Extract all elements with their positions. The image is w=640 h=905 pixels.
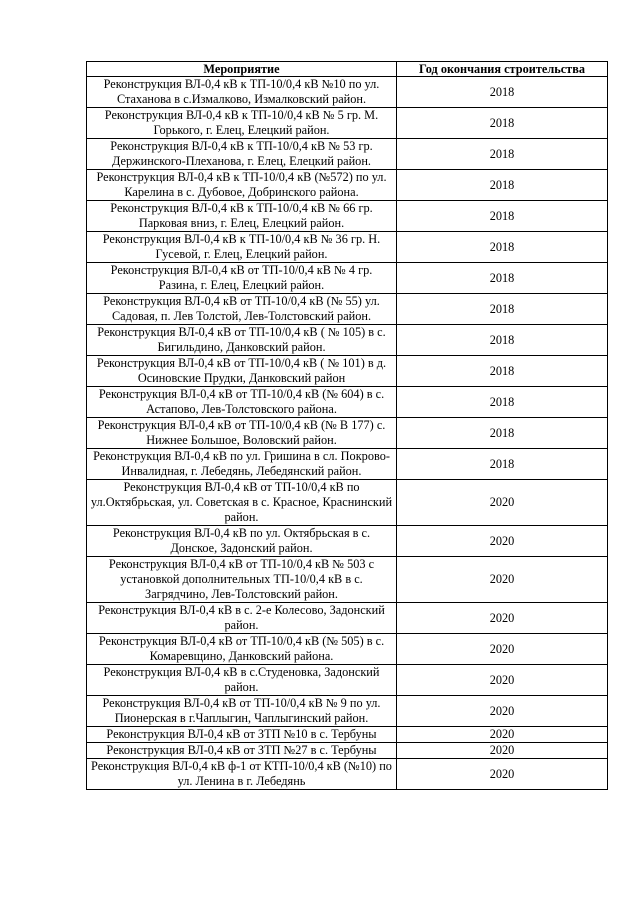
header-event: Мероприятие — [87, 62, 397, 77]
table-row — [87, 634, 608, 665]
construction-table — [86, 61, 608, 790]
year-cell: 2018 — [397, 356, 608, 387]
table-row — [87, 449, 608, 480]
year-cell: 2020 — [397, 557, 608, 603]
year-cell: 2018 — [397, 449, 608, 480]
year-cell: 2018 — [397, 170, 608, 201]
table-row — [87, 139, 608, 170]
year-cell: 2020 — [397, 603, 608, 634]
event-cell: Реконструкция ВЛ-0,4 кВ от ТП-10/0,4 кВ (№ 505) в с. Комаревщино, Данковский района. — [87, 634, 397, 665]
table-row — [87, 201, 608, 232]
year-cell: 2018 — [397, 263, 608, 294]
year-cell: 2020 — [397, 665, 608, 696]
year-cell: 2020 — [397, 480, 608, 526]
table-row — [87, 743, 608, 759]
event-cell: Реконструкция ВЛ-0,4 кВ в с. 2-е Колесово, Задонский район. — [87, 603, 397, 634]
year-cell: 2018 — [397, 139, 608, 170]
table-row — [87, 170, 608, 201]
event-cell: Реконструкция ВЛ-0,4 кВ от ТП-10/0,4 кВ (№ В 177) с. Нижнее Большое, Воловский район. — [87, 418, 397, 449]
event-cell: Реконструкция ВЛ-0,4 кВ по ул. Гришина в сл. Покрово-Инвалидная, г. Лебедянь, Лебедянский район. — [87, 449, 397, 480]
event-cell: Реконструкция ВЛ-0,4 кВ от ТП-10/0,4 кВ (№ 604) в с. Астапово, Лев-Толстовского района. — [87, 387, 397, 418]
table-row — [87, 263, 608, 294]
table-row — [87, 77, 608, 108]
table-row — [87, 557, 608, 603]
year-cell: 2020 — [397, 759, 608, 790]
table-row — [87, 232, 608, 263]
table-header-row — [87, 62, 608, 77]
year-cell: 2018 — [397, 232, 608, 263]
table-body — [87, 77, 608, 790]
year-cell: 2018 — [397, 294, 608, 325]
table-row — [87, 108, 608, 139]
table-row — [87, 325, 608, 356]
event-cell: Реконструкция ВЛ-0,4 кВ от ТП-10/0,4 кВ ( № 101) в д. Осиновские Прудки, Данковский район — [87, 356, 397, 387]
table-row — [87, 526, 608, 557]
year-cell: 2018 — [397, 387, 608, 418]
year-cell: 2020 — [397, 696, 608, 727]
table-row — [87, 665, 608, 696]
event-cell: Реконструкция ВЛ-0,4 кВ от ЗТП №10 в с. Тербуны — [87, 727, 397, 743]
event-cell: Реконструкция ВЛ-0,4 кВ от ЗТП №27 в с. Тербуны — [87, 743, 397, 759]
table-row — [87, 727, 608, 743]
event-cell: Реконструкция ВЛ-0,4 кВ от ТП-10/0,4 кВ (№ 55) ул. Садовая, п. Лев Толстой, Лев-Толстовский район. — [87, 294, 397, 325]
event-cell: Реконструкция ВЛ-0,4 кВ от ТП-10/0,4 кВ № 503 с установкой дополнительных ТП-10/0,4 кВ в с. Загрядчино, Лев-Толстовский район. — [87, 557, 397, 603]
header-year: Год окончания строительства — [397, 62, 608, 77]
event-cell: Реконструкция ВЛ-0,4 кВ в с.Студеновка, Задонский район. — [87, 665, 397, 696]
table-row — [87, 294, 608, 325]
event-cell: Реконструкция ВЛ-0,4 кВ по ул. Октябрьская в с. Донское, Задонский район. — [87, 526, 397, 557]
year-cell: 2020 — [397, 526, 608, 557]
year-cell: 2018 — [397, 418, 608, 449]
event-cell: Реконструкция ВЛ-0,4 кВ к ТП-10/0,4 кВ № 5 гр. М. Горького, г. Елец, Елецкий район. — [87, 108, 397, 139]
table-row — [87, 696, 608, 727]
event-cell: Реконструкция ВЛ-0,4 кВ от ТП-10/0,4 кВ № 9 по ул. Пионерская в г.Чаплыгин, Чаплыгинский район. — [87, 696, 397, 727]
event-cell: Реконструкция ВЛ-0,4 кВ ф-1 от КТП-10/0,4 кВ (№10) по ул. Ленина в г. Лебедянь — [87, 759, 397, 790]
event-cell: Реконструкция ВЛ-0,4 кВ к ТП-10/0,4 кВ № 36 гр. Н. Гусевой, г. Елец, Елецкий район. — [87, 232, 397, 263]
event-cell: Реконструкция ВЛ-0,4 кВ к ТП-10/0,4 кВ №10 по ул. Стаханова в с.Измалково, Измалковский район. — [87, 77, 397, 108]
year-cell: 2020 — [397, 727, 608, 743]
year-cell: 2018 — [397, 325, 608, 356]
event-cell: Реконструкция ВЛ-0,4 кВ от ТП-10/0,4 кВ по ул.Октябрьская, ул. Советская в с. Красное, Краснинский район. — [87, 480, 397, 526]
table-row — [87, 387, 608, 418]
table-row — [87, 418, 608, 449]
year-cell: 2020 — [397, 634, 608, 665]
table-row — [87, 603, 608, 634]
year-cell: 2018 — [397, 201, 608, 232]
event-cell: Реконструкция ВЛ-0,4 кВ от ТП-10/0,4 кВ № 4 гр. Разина, г. Елец, Елецкий район. — [87, 263, 397, 294]
event-cell: Реконструкция ВЛ-0,4 кВ от ТП-10/0,4 кВ ( № 105) в с. Бигильдино, Данковский район. — [87, 325, 397, 356]
table-row — [87, 356, 608, 387]
year-cell: 2018 — [397, 108, 608, 139]
table-row — [87, 759, 608, 790]
year-cell: 2018 — [397, 77, 608, 108]
year-cell: 2020 — [397, 743, 608, 759]
table-row — [87, 480, 608, 526]
event-cell: Реконструкция ВЛ-0,4 кВ к ТП-10/0,4 кВ № 53 гр. Держинского-Плеханова, г. Елец, Елецкий район. — [87, 139, 397, 170]
event-cell: Реконструкция ВЛ-0,4 кВ к ТП-10/0,4 кВ (№572) по ул. Карелина в с. Дубовое, Добринского района. — [87, 170, 397, 201]
event-cell: Реконструкция ВЛ-0,4 кВ к ТП-10/0,4 кВ № 66 гр. Парковая вниз, г. Елец, Елецкий район. — [87, 201, 397, 232]
